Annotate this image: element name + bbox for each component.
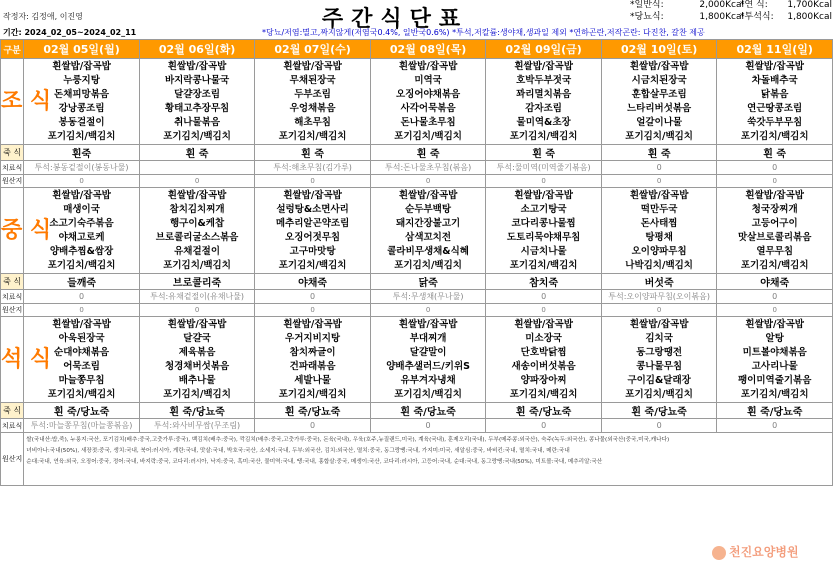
origin-row [1, 433, 833, 486]
observation-cell: 투석:마늘쫑무침(마늘쫑볶음) [24, 419, 140, 433]
origin-label: 원산지 [1, 433, 24, 486]
menu-item: 포기김치/백김치 [625, 131, 693, 142]
source-cell: 0 [717, 175, 833, 188]
porridge-cell: 흰 죽 [486, 145, 602, 161]
menu-cell [601, 59, 717, 145]
day-header: 02월 08일(목) [370, 40, 486, 59]
observation-cell: 투석:유채겉절이(유채나물) [139, 290, 255, 304]
menu-item: 흰쌀밥/잡곡밥 [514, 61, 573, 72]
porridge-cell: 흰 죽 [717, 145, 833, 161]
menu-item: 사각어묵볶음 [400, 103, 456, 114]
observation-cell: 0 [486, 419, 602, 433]
menu-item: 달걀말이 [409, 347, 447, 358]
menu-item: 흰쌀밥/잡곡밥 [745, 61, 804, 72]
menu-item: 강낭콩조림 [58, 103, 105, 114]
menu-item: 포기김치/백김치 [47, 131, 116, 142]
menu-item: 누룽지탕 [63, 75, 100, 86]
menu-item: 양배추샐러드/키위S [386, 361, 470, 372]
menu-item: 건파래볶음 [289, 361, 336, 372]
menu-item: 맛살브로콜리볶음 [737, 232, 812, 243]
menu-item: 김치국 [645, 333, 673, 344]
origin-line: 순대:국내, 연육:외국, 오징어:중국, 정어:국내, 바지락:중국, 코다리:러시아, 낙지:중국, 흑미:국산, 물미역:국내, 땡:국내, 홍합살:중국, 메생이:국산, 코다리:러시아, 고등어:국내, 순대:국내, 동그랑땡:국내(50%), 미트볼:국내, 메추리알:국산 [26, 459, 603, 465]
source-cell: 0 [139, 175, 255, 188]
menu-item: 포기김치/백김치 [394, 260, 462, 271]
menu-item: 매생이국 [63, 204, 100, 215]
day-header-row [1, 40, 833, 59]
menu-cell [370, 317, 486, 403]
weekly-menu-table [0, 39, 833, 486]
menu-item: 오징어젓무침 [285, 232, 341, 243]
source-label: 원산지 [1, 175, 24, 188]
menu-item: 흰쌀밥/잡곡밥 [167, 190, 227, 201]
menu-item: 포기김치/백김치 [278, 389, 347, 400]
observation-cell: 0 [486, 290, 602, 304]
menu-item: 미역국 [414, 75, 442, 86]
menu-item: 순두부백탕 [405, 204, 452, 215]
menu-item: 해초무침 [294, 117, 331, 128]
meal-label: 석 식 [1, 317, 24, 403]
observation-cell: 0 [24, 290, 140, 304]
menu-item: 포기김치/백김치 [278, 260, 347, 271]
porridge-cell: 흰 죽/당뇨죽 [370, 403, 486, 419]
porridge-cell: 흰 죽/당뇨죽 [486, 403, 602, 419]
logo-icon [712, 546, 726, 560]
menu-cell [717, 317, 833, 403]
day-header: 02월 07일(수) [255, 40, 371, 59]
menu-item: 코다리콩나물찜 [511, 218, 576, 229]
porridge-label: 죽 식 [1, 274, 24, 290]
observation-cell: 0 [370, 419, 486, 433]
page-title: 주간식단표 [321, 7, 469, 32]
menu-cell [139, 188, 255, 274]
source-cell: 0 [486, 304, 602, 317]
menu-item: 나박김치/백김치 [625, 260, 693, 271]
source-row [1, 175, 833, 188]
menu-item: 고사리나물 [751, 361, 798, 372]
observation-cell: 0 [717, 290, 833, 304]
menu-item: 구이김&달래장 [627, 375, 691, 386]
menu-item: 흰쌀밥/잡곡밥 [398, 319, 458, 330]
menu-cell [486, 188, 602, 274]
observation-cell: 투석:해초무침(김가루) [255, 161, 371, 175]
source-cell: 0 [255, 304, 371, 317]
menu-item: 돈나물초무침 [400, 117, 456, 128]
porridge-label: 죽 식 [1, 145, 24, 161]
porridge-row [1, 145, 833, 161]
menu-item: 도토리묵야채무침 [506, 232, 581, 243]
source-cell: 0 [601, 175, 717, 188]
porridge-cell: 흰 죽 [139, 145, 255, 161]
menu-item: 흰쌀밥/잡곡밥 [629, 61, 689, 72]
menu-item: 청경채버섯볶음 [164, 361, 230, 372]
menu-item: 포기김치/백김치 [509, 260, 578, 271]
kcal-label: *일반식: [630, 0, 664, 10]
menu-item: 흰쌀밥/잡곡밥 [629, 319, 689, 330]
day-header: 02월 06일(화) [139, 40, 255, 59]
porridge-cell: 버섯죽 [601, 274, 717, 290]
porridge-cell: 브로콜리죽 [139, 274, 255, 290]
kcal-general [630, 0, 744, 11]
menu-item: 포기김치/백김치 [740, 131, 809, 142]
menu-item: 닭볶음 [760, 89, 789, 100]
menu-item: 단호박닭찜 [520, 347, 567, 358]
observation-cell: 투석:봉동겉절이(봉동나물) [24, 161, 140, 175]
observation-label: 치료식 [1, 419, 24, 433]
porridge-row [1, 403, 833, 419]
porridge-cell: 흰 죽/당뇨죽 [139, 403, 255, 419]
observation-cell: 0 [717, 161, 833, 175]
menu-item: 고등어구이 [751, 218, 798, 229]
menu-item: 시금치나물 [520, 246, 567, 257]
menu-item: 황태고추장무침 [164, 103, 230, 114]
menu-item: 달걀장조림 [174, 89, 221, 100]
observation-cell: 투석:오이양파무침(오이볶음) [601, 290, 717, 304]
menu-item: 달걀국 [183, 333, 211, 344]
menu-item: 바지락콩나물국 [164, 75, 230, 86]
menu-item: 세발나물 [294, 375, 331, 386]
observation-cell: 0 [601, 161, 717, 175]
menu-item: 열무무침 [756, 246, 794, 257]
menu-item: 우엉채볶음 [289, 103, 336, 114]
menu-item: 흰쌀밥/잡곡밥 [52, 190, 111, 201]
menu-item: 시금치된장국 [631, 75, 687, 86]
menu-item: 브로콜리굴소스볶음 [155, 232, 239, 243]
menu-cell [370, 188, 486, 274]
menu-item: 순대야채볶음 [54, 347, 110, 358]
menu-item: 포기김치/백김치 [509, 389, 578, 400]
menu-item: 포기김치/백김치 [394, 389, 462, 400]
observation-cell: 투석:돈나물초무침(볶음) [370, 161, 486, 175]
source-cell: 0 [370, 175, 486, 188]
menu-item: 고구마맛탕 [289, 246, 336, 257]
menu-item: 오이양파무침 [631, 246, 687, 257]
menu-item: 흰쌀밥/잡곡밥 [745, 319, 804, 330]
menu-item: 삼색꼬치전 [405, 232, 452, 243]
menu-item: 알탕 [765, 333, 784, 344]
menu-item: 소고기숙주볶음 [49, 218, 114, 229]
origin-line: 녀비아나:국내(50%), 새장젓:중국, 생치:국내, 북어:러시아, 게란:국내, 맛살:국내, 박호국:국산, 소세지:국내, 두부:외국산, 김치:외국산, 멸치:중국, 동그랑땡:국내, 가지미:미국, 새알심:중국, 바비킨:국내, 멸치:국내, 메란:국내 [26, 448, 570, 454]
menu-item: 메추리알곤약조림 [275, 218, 350, 229]
menu-item: 쑥갓두부무침 [747, 117, 803, 128]
menu-item: 유부겨자냉채 [400, 375, 456, 386]
menu-item: 행구이&케찹 [169, 218, 225, 229]
menu-item: 얼갈이나물 [636, 117, 683, 128]
menu-item: 두부조림 [294, 89, 331, 100]
porridge-cell: 흰 죽/당뇨죽 [24, 403, 140, 419]
menu-item: 무채된장국 [289, 75, 336, 86]
origin-text [24, 433, 833, 486]
kcal-label: *투석식: [740, 12, 774, 22]
meal-label: 중 식 [1, 188, 24, 274]
diet-note: *당뇨/저염:멸고,짜지않게(저염국0.4%, 일반국0.6%) *투석,저칼륨:생야채,생과일 제외 *연하곤란,저작곤란: 다진찬, 갈찬 제공 [262, 28, 705, 37]
menu-item: 참치김치찌개 [169, 204, 225, 215]
menu-item: 어묵조림 [63, 361, 100, 372]
menu-item: 팽이미역줄기볶음 [737, 375, 812, 386]
menu-item: 참치짜글이 [289, 347, 336, 358]
source-cell: 0 [717, 304, 833, 317]
menu-item: 흰쌀밥/잡곡밥 [52, 61, 111, 72]
origin-line: 쌀(국내산:밥,죽), 누룽지:국산, 포기김치(배추:중국,고춧가루:중국), 백김치(배추:중국), 깍김치(배추:중국,고춧가루:중국), 돈육(국내), 우육(호주,뉴질랜드,미국), 계육(국내), 훈제오리(국내), 두부(메주콩:외국산), 숙주(녹두:외국산), 콩나물(외국산(중국,미국,캐나다) [26, 437, 670, 443]
observation-label: 치료식 [1, 290, 24, 304]
source-cell: 0 [370, 304, 486, 317]
source-cell: 0 [486, 175, 602, 188]
menu-item: 돈사태찜 [640, 218, 678, 229]
menu-item: 포기김치/백김치 [163, 131, 231, 142]
menu-item: 포기김치/백김치 [740, 389, 809, 400]
menu-item: 돼지간장불고기 [395, 218, 461, 229]
menu-item: 양배추찜&쌈장 [49, 246, 114, 257]
menu-item: 포기김치/백김치 [740, 260, 809, 271]
source-row [1, 304, 833, 317]
kcal-label: *당뇨식: [630, 12, 664, 22]
menu-item: 배추나물 [178, 375, 216, 386]
day-header: 02월 11일(일) [717, 40, 833, 59]
menu-item: 포기김치/백김치 [47, 260, 116, 271]
menu-item: 포기김치/백김치 [163, 389, 231, 400]
observation-cell: 0 [255, 419, 371, 433]
kcal-soft [740, 0, 832, 11]
menu-item: 미트볼야채볶음 [742, 347, 807, 358]
observation-cell: 0 [255, 290, 371, 304]
menu-item: 흰쌀밥/잡곡밥 [167, 319, 227, 330]
menu-cell [717, 59, 833, 145]
menu-item: 연근땅콩조림 [747, 103, 803, 114]
menu-cell [486, 59, 602, 145]
menu-item: 흰쌀밥/잡곡밥 [283, 61, 342, 72]
menu-cell [139, 317, 255, 403]
menu-item: 흰쌀밥/잡곡밥 [514, 190, 573, 201]
menu-item: 유채겉절이 [174, 246, 221, 257]
menu-item: 포기김치/백김치 [47, 389, 116, 400]
meal-menu-row [1, 317, 833, 403]
kcal-dialysis [740, 12, 832, 23]
menu-item: 탕평채 [645, 232, 673, 243]
source-label: 원산지 [1, 304, 24, 317]
menu-item: 차돌배추국 [751, 75, 798, 86]
kcal-diabetic [630, 12, 744, 23]
porridge-cell: 흰 죽 [370, 145, 486, 161]
porridge-cell: 야채죽 [717, 274, 833, 290]
porridge-cell: 흰 죽/당뇨죽 [717, 403, 833, 419]
observation-cell: 투석:물미역(미역줄기볶음) [486, 161, 602, 175]
meal-menu-row [1, 188, 833, 274]
kcal-value: 1,800Kcal [787, 12, 832, 22]
menu-item: 미소장국 [525, 333, 562, 344]
menu-item: 우거지비지탕 [285, 333, 341, 344]
source-cell: 0 [255, 175, 371, 188]
menu-item: 봉동걸절이 [58, 117, 105, 128]
kcal-value: 2,000Kcal [699, 0, 744, 10]
observation-cell: 0 [601, 419, 717, 433]
menu-item: 흰쌀밥/잡곡밥 [514, 319, 573, 330]
observation-row [1, 290, 833, 304]
menu-item: 흰쌀밥/잡곡밥 [283, 319, 342, 330]
menu-cell [717, 188, 833, 274]
observation-cell [139, 161, 255, 175]
menu-cell [370, 59, 486, 145]
menu-item: 취나물볶음 [174, 117, 221, 128]
menu-item: 흰쌀밥/잡곡밥 [745, 190, 804, 201]
observation-row [1, 419, 833, 433]
menu-item: 훈합살무조림 [631, 89, 687, 100]
menu-item: 흰쌀밥/잡곡밥 [283, 190, 342, 201]
menu-cell [255, 317, 371, 403]
porridge-label: 죽 식 [1, 403, 24, 419]
day-header: 02월 09일(금) [486, 40, 602, 59]
source-cell: 0 [139, 304, 255, 317]
meal-menu-row [1, 59, 833, 145]
menu-item: 아욱된장국 [58, 333, 105, 344]
menu-cell [255, 188, 371, 274]
menu-item: 콜라비무생채&식혜 [387, 246, 469, 257]
menu-item: 포기김치/백김치 [625, 389, 693, 400]
menu-item: 새송이버섯볶음 [511, 361, 576, 372]
menu-item: 흰쌀밥/잡곡밥 [398, 61, 458, 72]
menu-item: 부대찌개 [409, 333, 447, 344]
gubun-header: 구분 [1, 40, 24, 59]
source-cell: 0 [24, 175, 140, 188]
menu-item: 꽈리멸치볶음 [516, 89, 572, 100]
kcal-value: 1,800Kcal [699, 12, 744, 22]
observation-label: 치료식 [1, 161, 24, 175]
menu-cell [139, 59, 255, 145]
menu-item: 동그랑땡전 [636, 347, 683, 358]
logo-text: 천진요양병원 [729, 545, 799, 559]
menu-item: 느타리버섯볶음 [627, 103, 692, 114]
menu-cell [486, 317, 602, 403]
menu-item: 설렁탕&소면사리 [276, 204, 349, 215]
menu-item: 소고기탕국 [520, 204, 567, 215]
menu-item: 포기김치/백김치 [163, 260, 231, 271]
day-header: 02월 10일(토) [601, 40, 717, 59]
source-cell: 0 [24, 304, 140, 317]
kcal-label: *연 식: [740, 0, 768, 10]
observation-cell: 투석:무생채(무나물) [370, 290, 486, 304]
menu-item: 물미역&초장 [516, 117, 571, 128]
source-cell: 0 [601, 304, 717, 317]
kcal-value: 1,700Kcal [787, 0, 832, 10]
porridge-cell: 닭죽 [370, 274, 486, 290]
menu-item: 마늘쫑무침 [58, 375, 105, 386]
observation-cell: 투석:와사비무쌈(무조림) [139, 419, 255, 433]
porridge-row [1, 274, 833, 290]
porridge-cell: 흰죽 [24, 145, 140, 161]
porridge-cell: 들깨죽 [24, 274, 140, 290]
menu-item: 콩나물무침 [636, 361, 683, 372]
day-header: 02월 05일(월) [24, 40, 140, 59]
menu-period: 기간: 2024_02_05~2024_02_11 [3, 28, 137, 37]
menu-item: 떡만두국 [640, 204, 678, 215]
menu-item: 청국장찌개 [751, 204, 798, 215]
menu-item: 오징어야채볶음 [395, 89, 461, 100]
porridge-cell: 흰 죽/당뇨죽 [255, 403, 371, 419]
porridge-cell: 흰 죽/당뇨죽 [601, 403, 717, 419]
menu-item: 돈채피망볶음 [54, 89, 110, 100]
meal-label: 조 식 [1, 59, 24, 145]
menu-item: 호박두부젓국 [516, 75, 572, 86]
menu-item: 흰쌀밥/잡곡밥 [629, 190, 689, 201]
menu-item: 흰쌀밥/잡곡밥 [398, 190, 458, 201]
authors: 작정자: 김정애, 이진영 [3, 12, 83, 21]
observation-cell: 0 [717, 419, 833, 433]
menu-item: 감자조림 [525, 103, 562, 114]
porridge-cell: 참치죽 [486, 274, 602, 290]
hospital-logo [712, 543, 799, 560]
porridge-cell: 흰 죽 [601, 145, 717, 161]
menu-cell [601, 317, 717, 403]
menu-cell [255, 59, 371, 145]
menu-item: 야채고로케 [58, 232, 105, 243]
menu-item: 흰쌀밥/잡곡밥 [167, 61, 227, 72]
menu-cell [601, 188, 717, 274]
menu-item: 양파장아찌 [520, 375, 567, 386]
menu-item: 제육볶음 [178, 347, 216, 358]
menu-item: 포기김치/백김치 [394, 131, 462, 142]
menu-item: 흰쌀밥/잡곡밥 [52, 319, 111, 330]
porridge-cell: 야채죽 [255, 274, 371, 290]
menu-item: 포기김치/백김치 [509, 131, 578, 142]
observation-row [1, 161, 833, 175]
header-area [0, 0, 835, 38]
menu-item: 포기김치/백김치 [278, 131, 347, 142]
porridge-cell: 흰 죽 [255, 145, 371, 161]
